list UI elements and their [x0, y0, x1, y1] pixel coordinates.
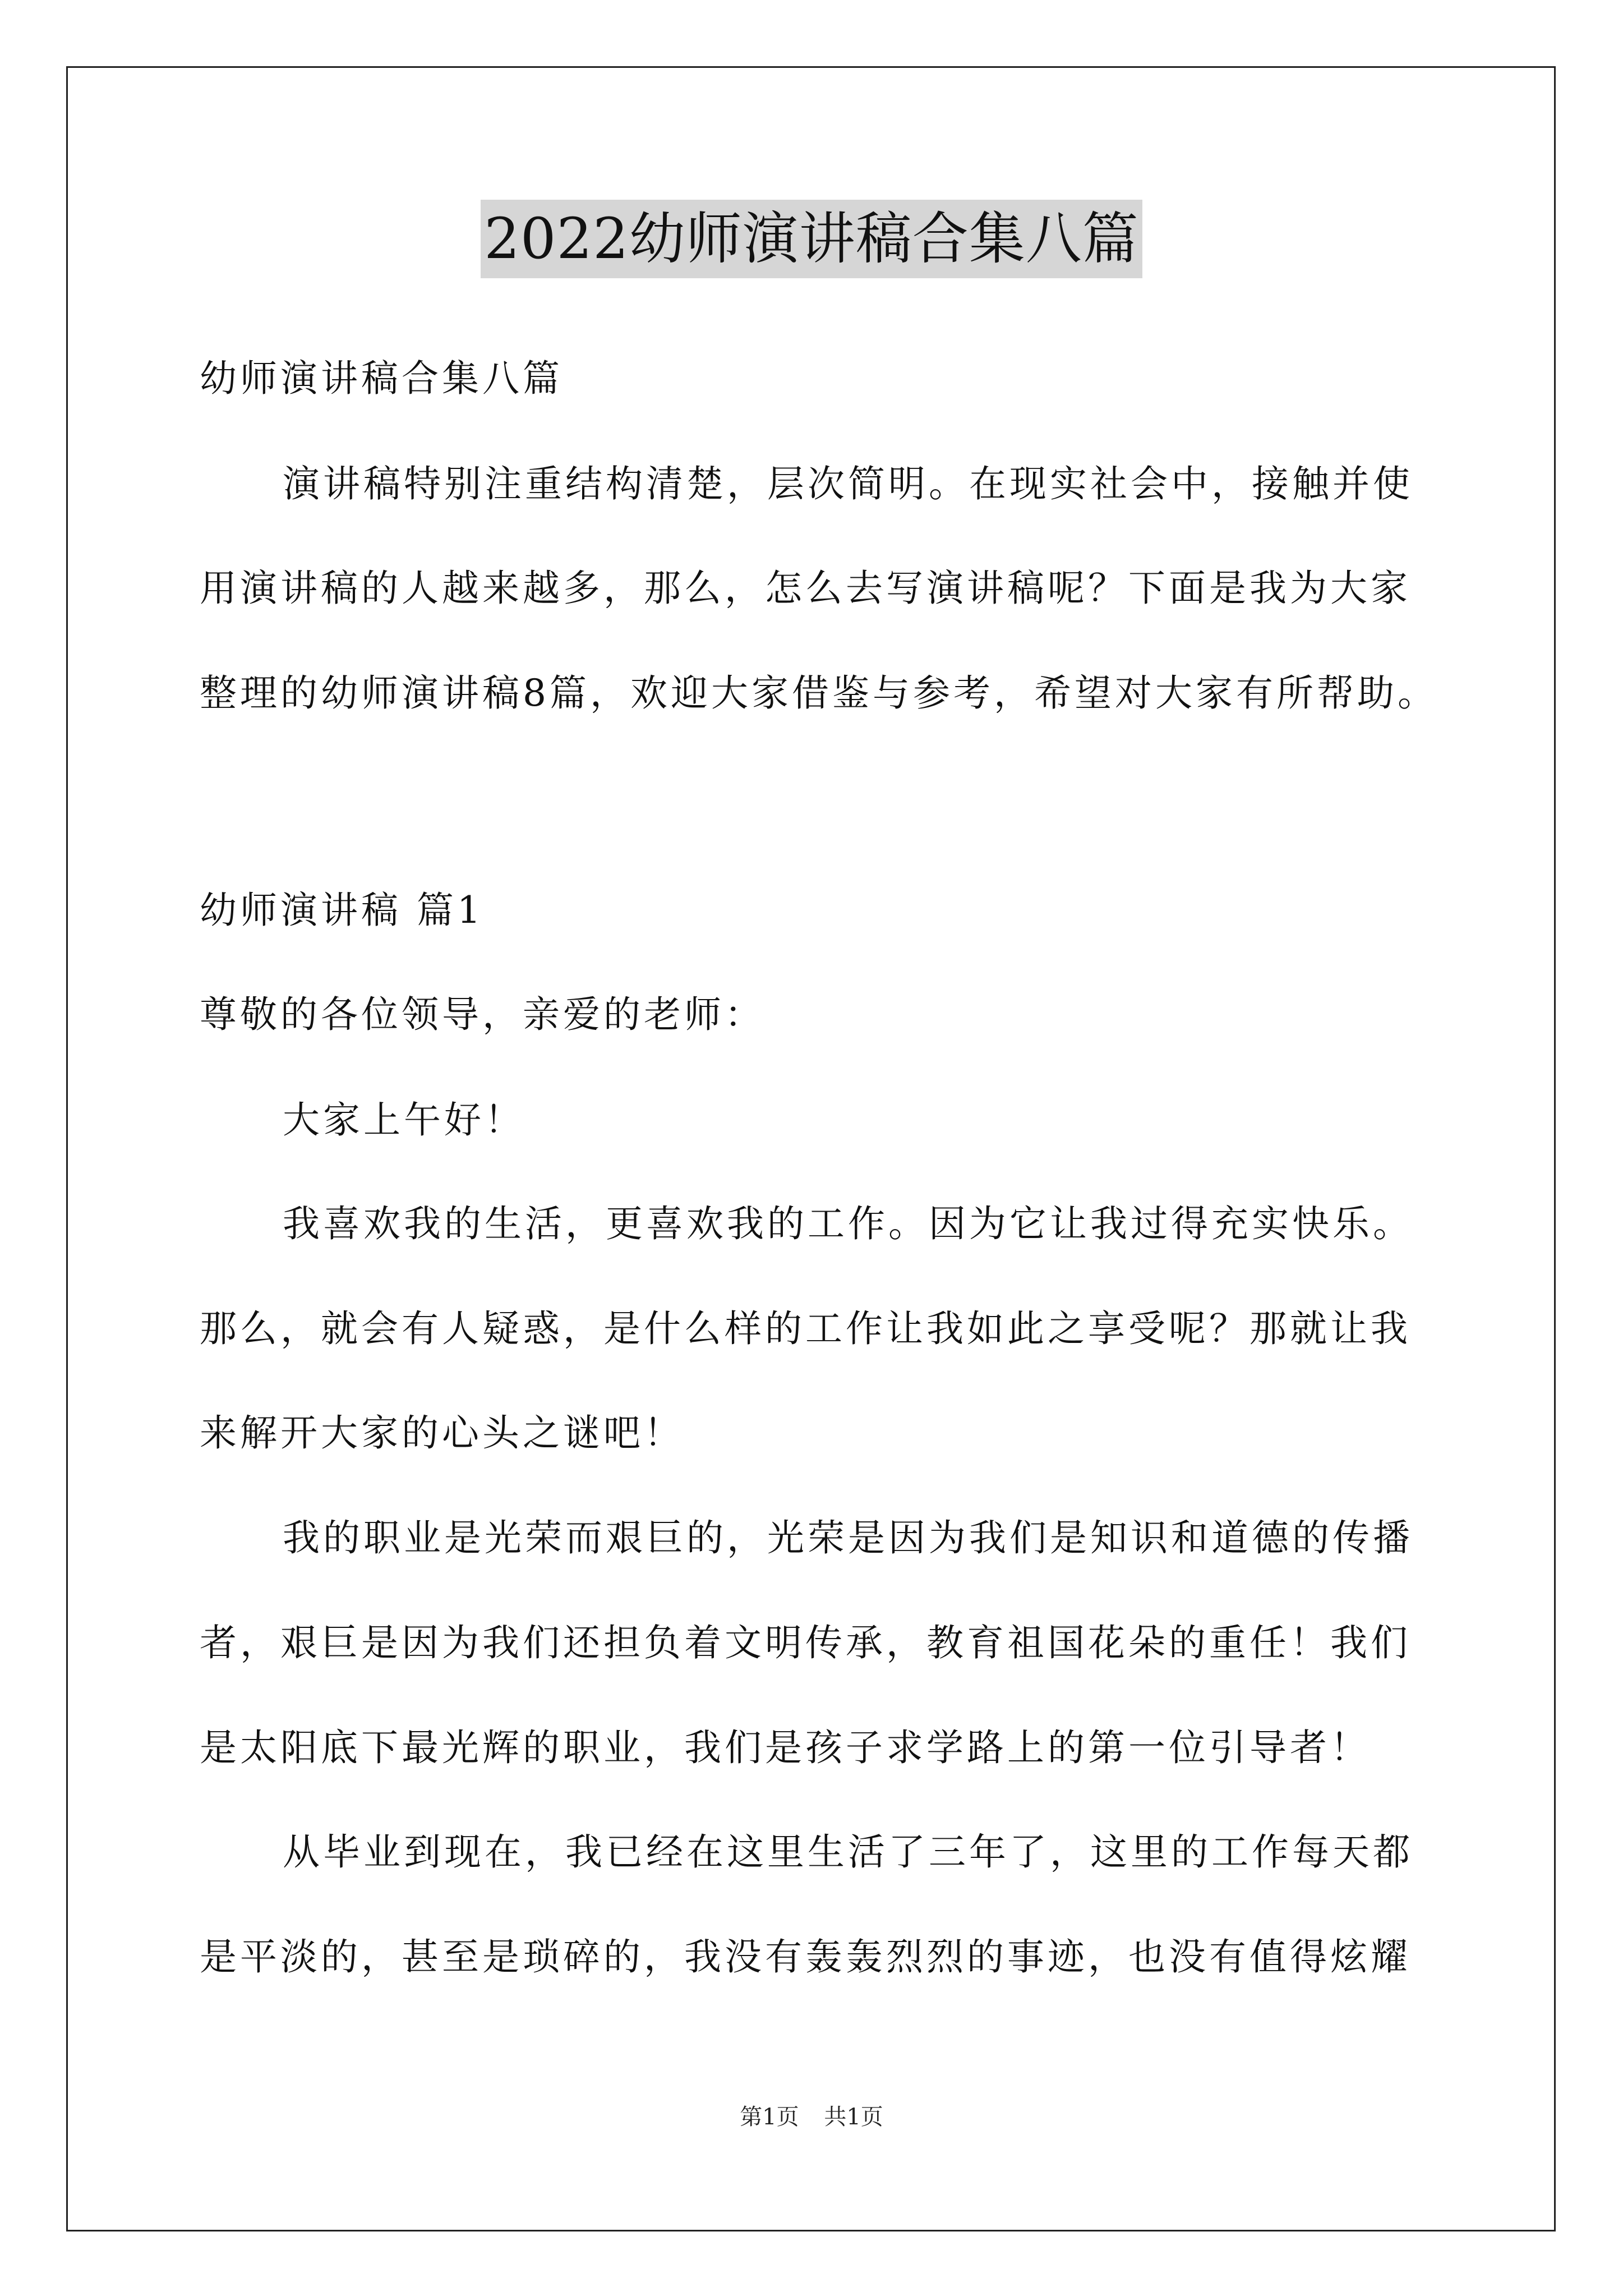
document-title: 2022幼师演讲稿合集八篇 [481, 200, 1142, 278]
paragraph-line: 用演讲稿的人越来越多，那么，怎么去写演讲稿呢？下面是我为大家 [200, 567, 1411, 610]
paragraph-line: 整理的幼师演讲稿8篇，欢迎大家借鉴与参考，希望对大家有所帮助。 [200, 671, 1438, 715]
paragraph-line: 那么，就会有人疑惑，是什么样的工作让我如此之享受呢？那就让我 [200, 1307, 1411, 1350]
paragraph-line: 我喜欢我的生活，更喜欢我的工作。因为它让我过得充实快乐。 [283, 1202, 1413, 1245]
subtitle-line: 幼师演讲稿合集八篇 [200, 357, 563, 400]
page-number: 第1页 [740, 2104, 799, 2130]
salutation-line: 尊敬的各位领导，亲爱的老师： [200, 993, 765, 1036]
paragraph-line: 来解开大家的心头之谜吧！ [200, 1411, 684, 1455]
paragraph-line: 我的职业是光荣而艰巨的，光荣是因为我们是知识和道德的传播 [283, 1516, 1413, 1559]
greeting-line: 大家上午好！ [283, 1098, 525, 1142]
total-pages: 共1页 [824, 2104, 883, 2130]
paragraph-line: 从毕业到现在，我已经在这里生活了三年了，这里的工作每天都 [283, 1830, 1413, 1874]
paragraph-line: 演讲稿特别注重结构清楚，层次简明。在现实社会中，接触并使 [283, 462, 1413, 505]
paragraph-line: 是太阳底下最光辉的职业，我们是孩子求学路上的第一位引导者！ [200, 1726, 1371, 1769]
paragraph-line: 是平淡的，甚至是琐碎的，我没有轰轰烈烈的事迹，也没有值得炫耀 [200, 1935, 1411, 1978]
paragraph-line: 者，艰巨是因为我们还担负着文明传承，教育祖国花朵的重任！我们 [200, 1621, 1411, 1664]
section-heading: 幼师演讲稿 篇1 [200, 889, 484, 932]
page-footer [0, 2100, 1623, 2134]
title-container [0, 200, 1623, 278]
